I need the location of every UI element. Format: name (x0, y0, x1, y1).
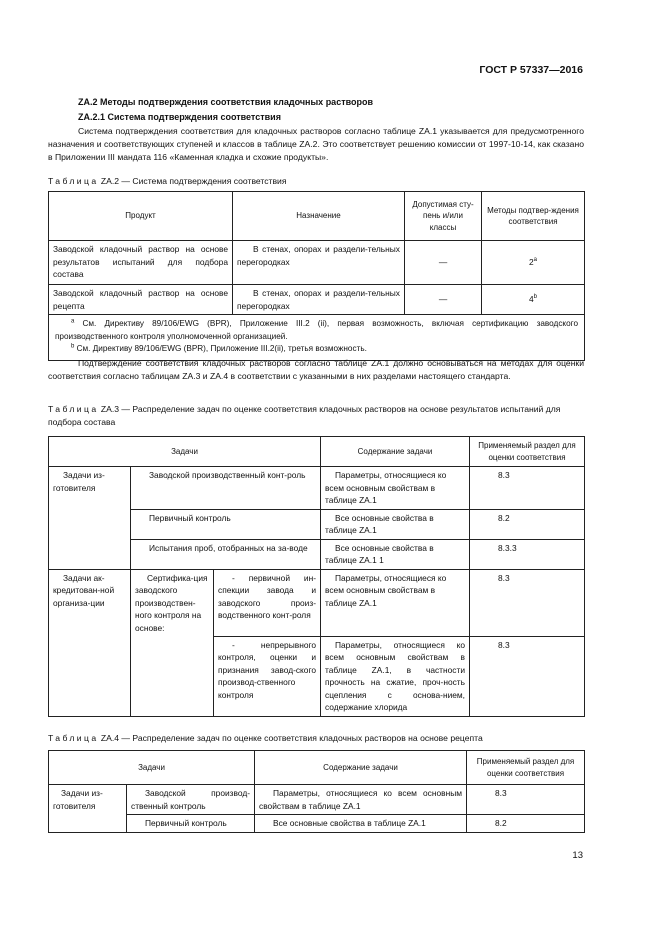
task-cell: Испытания проб, отобранных на за-воде (131, 539, 321, 569)
table-za2 (48, 191, 585, 361)
caption-text: ZA.4 — Распределение задач по оценке соответствия кладочных растворов на основе рецепта (100, 733, 483, 743)
caption-text: ZA.2 — Система подтверждения соответствия (100, 176, 287, 186)
method-cell (482, 285, 585, 315)
table-row (49, 815, 585, 833)
caption-text: ZA.3 — Распределение задач по оценке соответствия кладочных растворов на основе результатов испытаний для подбора состава (48, 404, 561, 427)
content-cell: Параметры, относящиеся ко всем основным свойствам в таблице ZA.1, в частности прочность на сжатие, проч-ность сцепления с основа-нием, содержание хлорида (321, 636, 470, 716)
footnote-text: См. Директиву 89/106/EWG (BPR), Приложение III.2 (ii), первая возможность, включая сертификацию заводского производственного контроля уполномоченной организацией. (55, 319, 578, 341)
header-cell: Применяемый раздел для оценки соответствия (467, 751, 585, 785)
table-za4-caption (48, 732, 584, 745)
content-cell: Параметры, относящиеся ко всем основным свойствам в таблице ZA.1 (255, 785, 467, 815)
header-cell: Задачи (49, 437, 321, 467)
section-title: ZA.2 Методы подтверждения соответствия кладочных растворов (78, 97, 374, 107)
footnote-a (55, 318, 578, 343)
method-value: 4 (528, 294, 534, 305)
purpose-cell: В стенах, опорах и раздели-тельных перегородках (233, 285, 405, 315)
task-cell: Первичный контроль (131, 509, 321, 539)
table-za4 (48, 750, 585, 833)
product-cell: Заводской кладочный раствор на основе рецепта (49, 285, 233, 315)
section-cell: 8.2 (467, 815, 585, 833)
table-row (49, 467, 585, 510)
header-cell: Применяемый раздел для оценки соответствия (470, 437, 585, 467)
task-cell: - первичной ин-спекции завода и заводского произ-водственного конт-роля (214, 569, 321, 636)
footnotes-row (49, 315, 585, 361)
group-cell: Задачи из-готовителя (49, 467, 131, 570)
table-header-row (49, 437, 585, 467)
paragraph-confirmation: Подтверждение соответствия кладочных растворов согласно таблице ZA.1 должно основываться на методах для оценки соответствия согласно таблицам ZA.3 и ZA.4 в соответствии с указанными в них разделами настоящего стандарта. (48, 358, 584, 381)
header-cell: Содержание задачи (321, 437, 470, 467)
content-cell: Все основные свойства в таблице ZA.1 1 (321, 539, 470, 569)
certification-cell: Сертифика-ция заводского производствен-ного контроля на основе: (131, 569, 214, 716)
product-cell: Заводской кладочный раствор на основе результатов испытаний для подбора состава (49, 241, 233, 285)
caption-word: Таблица (48, 733, 99, 743)
content-cell: Параметры, относящиеся ко всем основным свойствам в таблице ZA.1 (321, 467, 470, 510)
table-za3-caption (48, 403, 584, 429)
footnote-text: См. Директиву 89/106/EWG (BPR), Приложение III.2(ii), третья возможность. (76, 344, 367, 353)
footnotes-cell (49, 315, 585, 361)
table-row (49, 285, 585, 315)
table-row (49, 785, 585, 815)
table-za3 (48, 436, 585, 717)
paragraph-intro: Система подтверждения соответствия для кладочных растворов согласно таблице ZA.1 указывается для предусмотренного назначения и соответствующих ступеней и классов в таблице ZA.2. Это соответствует решению комиссии от 1997-10-14, как сказано в Приложении III мандата 116 «Каменная кладка и схожие продукты». (48, 126, 584, 162)
method-value: 2 (528, 257, 534, 268)
caption-word: Таблица (48, 404, 99, 414)
section-cell: 8.3 (467, 785, 585, 815)
table-row (49, 569, 585, 636)
classes-cell: — (405, 285, 482, 315)
header-cell: Задачи (49, 751, 255, 785)
footnote-mark: a (71, 318, 75, 325)
header-cell: Содержание задачи (255, 751, 467, 785)
method-cell (482, 241, 585, 285)
classes-cell: — (405, 241, 482, 285)
subsection-title: ZA.2.1 Система подтверждения соответствия (78, 112, 281, 122)
section-cell: 8.2 (470, 509, 585, 539)
header-cell: Методы подтвер-ждения соответствия (482, 192, 585, 241)
section-cell: 8.3 (470, 569, 585, 636)
task-cell: Заводской производ-ственный контроль (127, 785, 255, 815)
table-header-row (49, 751, 585, 785)
table-za2-caption (48, 175, 584, 188)
task-cell: - непрерывного контроля, оценки и признания завод-ского производ-ственного контроля (214, 636, 321, 716)
header-cell: Назначение (233, 192, 405, 241)
footnote-b (55, 343, 578, 356)
task-cell: Заводской производственный конт-роль (131, 467, 321, 510)
footnote-mark: a (533, 257, 537, 264)
header-cell: Продукт (49, 192, 233, 241)
table-header-row (49, 192, 585, 241)
section-cell: 8.3 (470, 636, 585, 716)
header-cell: Допустимая сту-пень и/или классы (405, 192, 482, 241)
section-cell: 8.3 (470, 467, 585, 510)
content-cell: Все основные свойства в таблице ZA.1 (321, 509, 470, 539)
purpose-cell: В стенах, опорах и раздели-тельных перегородках (233, 241, 405, 285)
group-cell: Задачи ак-кредитован-ной организа-ции (49, 569, 131, 716)
group-cell: Задачи из-готовителя (49, 785, 127, 833)
content-cell: Параметры, относящиеся ко всем основным свойствам в таблице ZA.1 (321, 569, 470, 636)
section-cell: 8.3.3 (470, 539, 585, 569)
caption-word: Таблица (48, 176, 99, 186)
table-row (49, 241, 585, 285)
content-cell: Все основные свойства в таблице ZA.1 (255, 815, 467, 833)
task-cell: Первичный контроль (127, 815, 255, 833)
footnote-mark: b (71, 343, 75, 350)
page-number: 13 (572, 850, 583, 861)
footnote-mark: b (533, 294, 537, 301)
standard-header: ГОСТ Р 57337—2016 (479, 64, 583, 76)
